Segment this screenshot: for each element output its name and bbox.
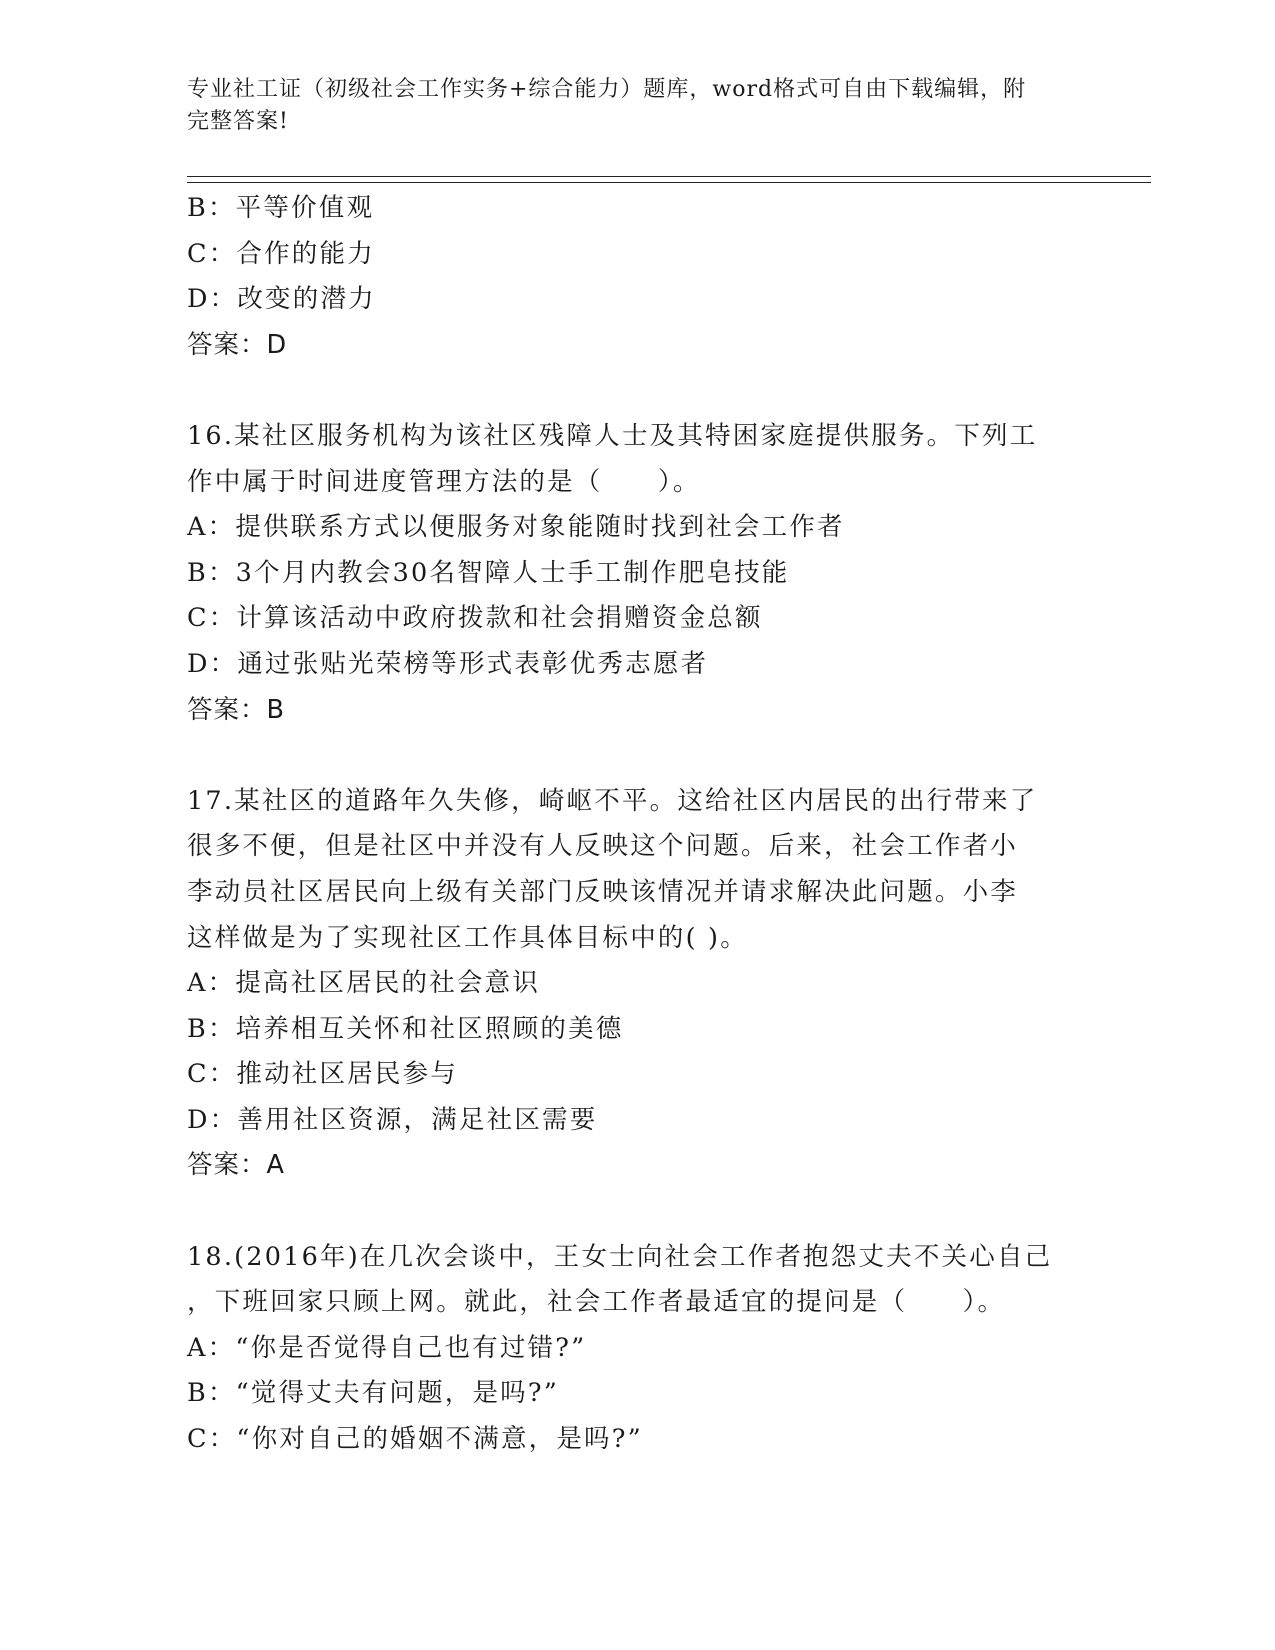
- option-d: D：善用社区资源，满足社区需要: [187, 1104, 598, 1135]
- option-a: A：提高社区居民的社会意识: [187, 968, 541, 999]
- option-c: C：推动社区居民参与: [187, 1059, 459, 1090]
- question-stem-line: 作中属于时间进度管理方法的是（ ）。: [187, 466, 701, 497]
- question-stem-line: 李动员社区居民向上级有关部门反映该情况并请求解决此问题。小李: [187, 876, 1019, 907]
- spacer: [187, 733, 1087, 779]
- spacer: [187, 368, 1087, 414]
- option-b: B：“觉得丈夫有问题，是吗?”: [187, 1378, 559, 1409]
- question-stem-line: ，下班回家只顾上网。就此，社会工作者最适宜的提问是（ ）。: [187, 1287, 1006, 1318]
- option-a: A：“你是否觉得自己也有过错?”: [187, 1332, 587, 1363]
- question-17: [187, 779, 1087, 1189]
- answer-line: 答案：B: [187, 694, 285, 725]
- question-15-tail: [187, 186, 1087, 368]
- answer-line: 答案：A: [187, 1150, 285, 1181]
- spacer: [187, 1189, 1087, 1235]
- question-stem-line: 18.(2016年)在几次会谈中，王女士向社会工作者抱怨丈夫不关心自己: [187, 1241, 1053, 1272]
- header-line-1: 专业社工证（初级社会工作实务+综合能力）题库，word格式可自由下载编辑，附: [187, 77, 1027, 102]
- option-c: C：“你对自己的婚姻不满意，是吗?”: [187, 1424, 643, 1455]
- option-c: C：合作的能力: [187, 238, 375, 269]
- question-stem-line: 这样做是为了实现社区工作具体目标中的( )。: [187, 922, 748, 953]
- option-d: D：改变的潜力: [187, 284, 376, 315]
- question-list: [187, 186, 1087, 1463]
- question-stem-line: 很多不便，但是社区中并没有人反映这个问题。后来，社会工作者小: [187, 831, 1019, 862]
- header-divider-top: [187, 176, 1151, 177]
- option-d: D：通过张贴光荣榜等形式表彰优秀志愿者: [187, 648, 709, 679]
- header-divider-bottom: [187, 182, 1151, 183]
- option-b: B：平等价值观: [187, 193, 375, 223]
- header-line-2: 完整答案!: [187, 109, 289, 134]
- question-stem-line: 17.某社区的道路年久失修，崎岖不平。这给社区内居民的出行带来了: [187, 785, 1038, 816]
- document-header: [187, 74, 1087, 138]
- question-stem-line: 16.某社区服务机构为该社区残障人士及其特困家庭提供服务。下列工: [187, 420, 1038, 451]
- question-16: [187, 414, 1087, 733]
- option-a: A：提供联系方式以便服务对象能随时找到社会工作者: [187, 512, 845, 543]
- option-b: B：培养相互关怀和社区照顾的美德: [187, 1013, 624, 1044]
- option-c: C：计算该活动中政府拨款和社会捐赠资金总额: [187, 603, 763, 634]
- option-b: B：3个月内教会30名智障人士手工制作肥皂技能: [187, 557, 790, 588]
- question-18: [187, 1235, 1087, 1463]
- answer-line: 答案：D: [187, 329, 288, 360]
